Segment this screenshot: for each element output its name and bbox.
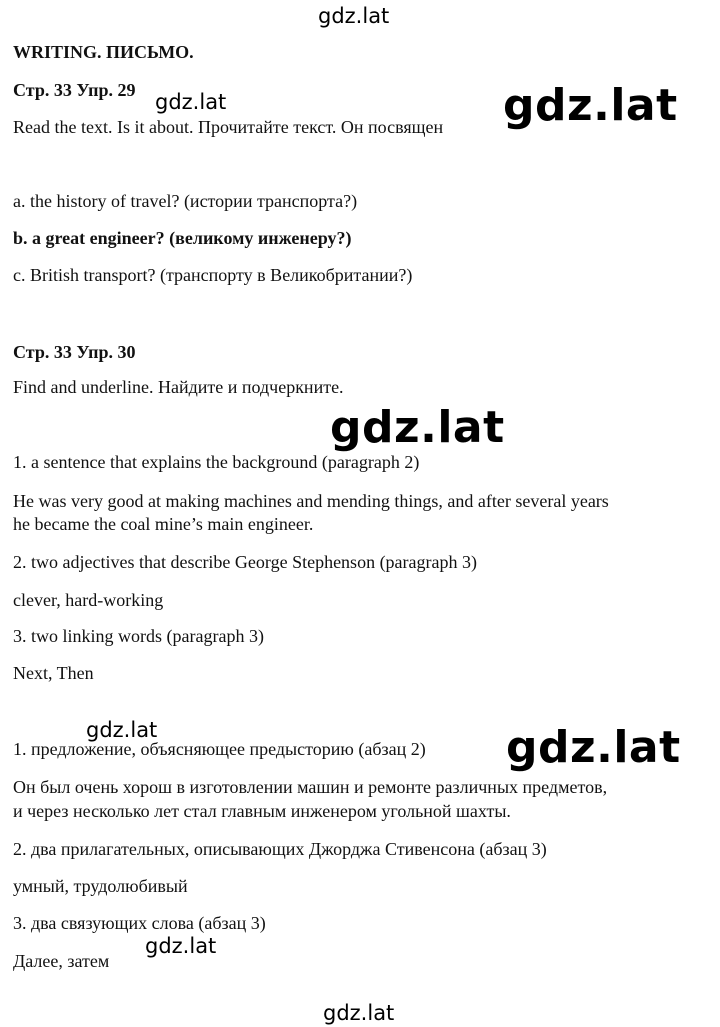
ex30-en-question-2: 2. two adjectives that describe George Stephenson (paragraph 3) bbox=[13, 552, 478, 572]
watermark-big-2: gdz.lat bbox=[330, 402, 505, 453]
ex30-ru-answer-1-line-1: Он был очень хорош в изготовлении машин и ремонте различных предметов, bbox=[13, 777, 608, 797]
ex29-prompt: Read the text. Is it about. Прочитайте текст. Он посвящен bbox=[13, 117, 444, 137]
watermark-big-1: gdz.lat bbox=[503, 80, 678, 131]
ex30-ru-answer-2: умный, трудолюбивый bbox=[13, 876, 188, 896]
ex30-ru-question-1: 1. предложение, объясняющее предысторию (абзац 2) bbox=[13, 739, 426, 759]
ex30-prompt: Find and underline. Найдите и подчеркните. bbox=[13, 377, 344, 397]
ex30-en-answer-1-line-1: He was very good at making machines and mending things, and after several years bbox=[13, 491, 609, 511]
section-title: WRITING. ПИСЬМО. bbox=[13, 42, 194, 62]
ex29-option-c: c. British transport? (транспорту в Великобритании?) bbox=[13, 265, 413, 285]
ex29-heading: Стр. 33 Упр. 29 bbox=[13, 80, 136, 100]
ex30-ru-question-3: 3. два связующих слова (абзац 3) bbox=[13, 913, 266, 933]
ex30-ru-answer-1-line-2: и через несколько лет стал главным инженером угольной шахты. bbox=[13, 801, 511, 821]
ex30-heading: Стр. 33 Упр. 30 bbox=[13, 342, 136, 362]
watermark-top: gdz.lat bbox=[318, 4, 390, 28]
watermark-big-3: gdz.lat bbox=[506, 722, 681, 773]
watermark-small-low: gdz.lat bbox=[145, 934, 217, 958]
watermark-bottom: gdz.lat bbox=[323, 1001, 395, 1025]
ex30-en-answer-2: clever, hard-working bbox=[13, 590, 164, 610]
ex30-ru-question-2: 2. два прилагательных, описывающих Джорджа Стивенсона (абзац 3) bbox=[13, 839, 547, 859]
ex30-en-answer-3: Next, Then bbox=[13, 663, 94, 683]
ex29-option-a: a. the history of travel? (истории транспорта?) bbox=[13, 191, 358, 211]
watermark-near-heading: gdz.lat bbox=[155, 90, 227, 114]
ex30-en-answer-1-line-2: he became the coal mine’s main engineer. bbox=[13, 514, 314, 534]
ex30-en-question-1: 1. a sentence that explains the background (paragraph 2) bbox=[13, 452, 420, 472]
ex29-option-b: b. a great engineer? (великому инженеру?) bbox=[13, 228, 352, 248]
watermark-small-mid: gdz.lat bbox=[86, 718, 158, 742]
ex30-ru-answer-3: Далее, затем bbox=[13, 951, 110, 971]
ex30-en-question-3: 3. two linking words (paragraph 3) bbox=[13, 626, 264, 646]
